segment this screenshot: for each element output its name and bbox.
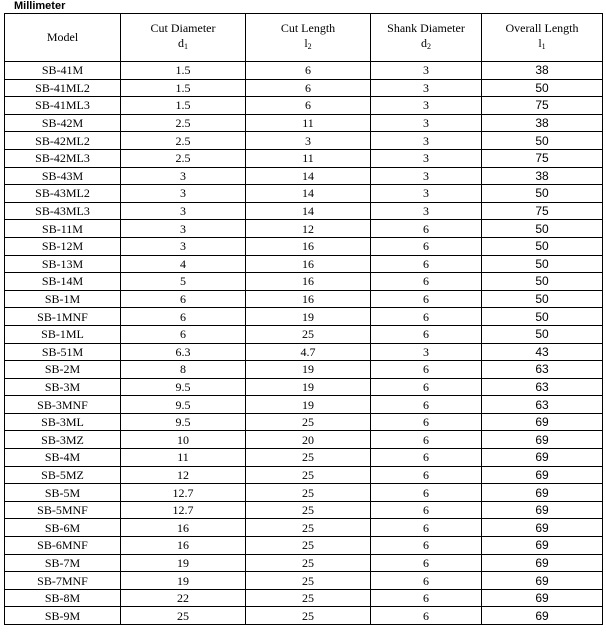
overall-length-cell: 50: [482, 132, 603, 150]
cut-diameter-cell: 9.5: [121, 378, 246, 396]
overall-length-cell: 50: [482, 255, 603, 273]
table-row: [5, 62, 603, 80]
cut-length-cell: 25: [246, 537, 371, 555]
model-cell: SB-5MNF: [5, 501, 121, 519]
shank-diameter-cell: 6: [371, 237, 482, 255]
overall-length-cell: 38: [482, 167, 603, 185]
cut-diameter-cell: 3: [121, 237, 246, 255]
shank-diameter-cell: 3: [371, 132, 482, 150]
overall-length-cell: 63: [482, 396, 603, 414]
header-row: [5, 14, 603, 62]
cut-diameter-cell: 12.7: [121, 501, 246, 519]
shank-diameter-cell: 6: [371, 501, 482, 519]
cut-length-cell: 14: [246, 167, 371, 185]
cut-diameter-cell: 3: [121, 185, 246, 203]
cut-length-cell: 12: [246, 220, 371, 238]
cut-diameter-cell: 22: [121, 589, 246, 607]
model-cell: SB-8M: [5, 589, 121, 607]
cut-diameter-cell: 2.5: [121, 132, 246, 150]
cut-diameter-cell: 19: [121, 572, 246, 590]
table-body: [5, 62, 603, 625]
table-row: [5, 378, 603, 396]
cut-length-cell: 19: [246, 378, 371, 396]
shank-diameter-cell: 6: [371, 220, 482, 238]
cut-diameter-cell: 6.3: [121, 343, 246, 361]
overall-length-cell: 43: [482, 343, 603, 361]
table-row: [5, 554, 603, 572]
shank-diameter-cell: 6: [371, 449, 482, 467]
model-cell: SB-3M: [5, 378, 121, 396]
table-row: [5, 308, 603, 326]
overall-length-cell: 69: [482, 466, 603, 484]
shank-diameter-cell: 6: [371, 325, 482, 343]
cut-diameter-cell: 8: [121, 361, 246, 379]
shank-diameter-cell: 3: [371, 97, 482, 115]
cut-length-cell: 25: [246, 572, 371, 590]
cut-diameter-cell: 5: [121, 273, 246, 291]
cut-length-cell: 25: [246, 449, 371, 467]
cut-length-cell: 25: [246, 466, 371, 484]
shank-diameter-cell: 6: [371, 396, 482, 414]
table-row: [5, 431, 603, 449]
header-symbol-subscript: 1: [184, 42, 188, 51]
cut-diameter-cell: 2.5: [121, 114, 246, 132]
header-symbol-subscript: 2: [427, 42, 431, 51]
header-symbol-subscript: 1: [541, 42, 546, 51]
model-cell: SB-41ML3: [5, 97, 121, 115]
cut-diameter-cell: 6: [121, 325, 246, 343]
table-row: [5, 290, 603, 308]
cut-length-cell: 25: [246, 554, 371, 572]
model-cell: SB-1ML: [5, 325, 121, 343]
model-cell: SB-6M: [5, 519, 121, 537]
shank-diameter-cell: 3: [371, 62, 482, 80]
shank-diameter-cell: 6: [371, 273, 482, 291]
cut-length-cell: 4.7: [246, 343, 371, 361]
table-row: [5, 466, 603, 484]
shank-diameter-cell: 6: [371, 589, 482, 607]
cut-length-cell: 14: [246, 202, 371, 220]
shank-diameter-cell: 6: [371, 519, 482, 537]
model-cell: SB-7M: [5, 554, 121, 572]
table-row: [5, 325, 603, 343]
table-row: [5, 185, 603, 203]
model-cell: SB-51M: [5, 343, 121, 361]
table-row: [5, 149, 603, 167]
cut-length-cell: 16: [246, 273, 371, 291]
cut-diameter-cell: 25: [121, 607, 246, 625]
table-caption: Millimeter: [14, 0, 66, 12]
overall-length-cell: 69: [482, 501, 603, 519]
cut-length-cell: 14: [246, 185, 371, 203]
header-symbol: d: [178, 36, 184, 50]
shank-diameter-cell: 6: [371, 607, 482, 625]
model-cell: SB-43ML2: [5, 185, 121, 203]
model-cell: SB-42ML3: [5, 149, 121, 167]
model-cell: SB-7MNF: [5, 572, 121, 590]
shank-diameter-cell: 3: [371, 114, 482, 132]
overall-length-cell: 50: [482, 79, 603, 97]
cut-diameter-cell: 9.5: [121, 396, 246, 414]
overall-length-cell: 69: [482, 484, 603, 502]
shank-diameter-cell: 6: [371, 361, 482, 379]
cut-length-cell: 19: [246, 308, 371, 326]
overall-length-cell: 75: [482, 202, 603, 220]
cut-length-cell: 19: [246, 361, 371, 379]
overall-length-cell: 69: [482, 589, 603, 607]
cut-length-cell: 16: [246, 237, 371, 255]
cut-length-cell: 20: [246, 431, 371, 449]
shank-diameter-cell: 6: [371, 290, 482, 308]
table-row: [5, 114, 603, 132]
model-cell: SB-41M: [5, 62, 121, 80]
model-cell: SB-6MNF: [5, 537, 121, 555]
overall-length-cell: 69: [482, 413, 603, 431]
cut-length-cell: 25: [246, 589, 371, 607]
shank-diameter-cell: 3: [371, 185, 482, 203]
overall-length-cell: 75: [482, 97, 603, 115]
cut-diameter-cell: 1.5: [121, 79, 246, 97]
cut-diameter-cell: 6: [121, 290, 246, 308]
table-row: [5, 537, 603, 555]
model-cell: SB-5M: [5, 484, 121, 502]
header-symbol: l: [304, 36, 308, 50]
cut-diameter-cell: 19: [121, 554, 246, 572]
cut-length-cell: 6: [246, 97, 371, 115]
model-cell: SB-3MZ: [5, 431, 121, 449]
header-shank-diameter: [371, 14, 482, 62]
model-cell: SB-42ML2: [5, 132, 121, 150]
overall-length-cell: 69: [482, 431, 603, 449]
overall-length-cell: 50: [482, 237, 603, 255]
overall-length-cell: 50: [482, 308, 603, 326]
shank-diameter-cell: 6: [371, 466, 482, 484]
cut-length-cell: 19: [246, 396, 371, 414]
table-row: [5, 519, 603, 537]
overall-length-cell: 50: [482, 220, 603, 238]
model-cell: SB-41ML2: [5, 79, 121, 97]
cut-length-cell: 25: [246, 607, 371, 625]
table-row: [5, 255, 603, 273]
model-cell: SB-11M: [5, 220, 121, 238]
model-cell: SB-4M: [5, 449, 121, 467]
overall-length-cell: 63: [482, 378, 603, 396]
model-cell: SB-43M: [5, 167, 121, 185]
cut-length-cell: 25: [246, 325, 371, 343]
cut-length-cell: 3: [246, 132, 371, 150]
header-label: Cut Diameter: [150, 21, 216, 35]
cut-length-cell: 6: [246, 62, 371, 80]
cut-diameter-cell: 6: [121, 308, 246, 326]
cut-diameter-cell: 3: [121, 167, 246, 185]
cut-length-cell: 16: [246, 255, 371, 273]
model-cell: SB-1MNF: [5, 308, 121, 326]
header-model: [5, 14, 121, 62]
shank-diameter-cell: 6: [371, 413, 482, 431]
overall-length-cell: 50: [482, 325, 603, 343]
model-cell: SB-42M: [5, 114, 121, 132]
table-row: [5, 361, 603, 379]
header-label: Cut Length: [280, 21, 336, 35]
cut-diameter-cell: 12: [121, 466, 246, 484]
cut-length-cell: 16: [246, 290, 371, 308]
cut-diameter-cell: 9.5: [121, 413, 246, 431]
overall-length-cell: 38: [482, 114, 603, 132]
shank-diameter-cell: 6: [371, 308, 482, 326]
table-row: [5, 413, 603, 431]
overall-length-cell: 50: [482, 273, 603, 291]
table-row: [5, 484, 603, 502]
cut-length-cell: 25: [246, 484, 371, 502]
header-symbol: l: [538, 36, 542, 50]
table-row: [5, 97, 603, 115]
table-row: [5, 220, 603, 238]
table-row: [5, 202, 603, 220]
shank-diameter-cell: 6: [371, 537, 482, 555]
table-row: [5, 396, 603, 414]
overall-length-cell: 69: [482, 519, 603, 537]
shank-diameter-cell: 6: [371, 484, 482, 502]
table-row: [5, 589, 603, 607]
shank-diameter-cell: 3: [371, 202, 482, 220]
shank-diameter-cell: 6: [371, 554, 482, 572]
overall-length-cell: 69: [482, 572, 603, 590]
model-cell: SB-3MNF: [5, 396, 121, 414]
model-cell: SB-1M: [5, 290, 121, 308]
shank-diameter-cell: 3: [371, 343, 482, 361]
header-cut-length: [246, 14, 371, 62]
overall-length-cell: 69: [482, 537, 603, 555]
model-cell: SB-5MZ: [5, 466, 121, 484]
header-overall-length: [482, 14, 603, 62]
shank-diameter-cell: 3: [371, 79, 482, 97]
cut-diameter-cell: 1.5: [121, 97, 246, 115]
cut-length-cell: 11: [246, 114, 371, 132]
cut-diameter-cell: 2.5: [121, 149, 246, 167]
specification-table: [4, 13, 603, 625]
cut-length-cell: 25: [246, 501, 371, 519]
model-cell: SB-2M: [5, 361, 121, 379]
cut-diameter-cell: 1.5: [121, 62, 246, 80]
table-row: [5, 607, 603, 625]
cut-diameter-cell: 10: [121, 431, 246, 449]
overall-length-cell: 63: [482, 361, 603, 379]
cut-length-cell: 6: [246, 79, 371, 97]
overall-length-cell: 50: [482, 290, 603, 308]
overall-length-cell: 75: [482, 149, 603, 167]
table-row: [5, 79, 603, 97]
overall-length-cell: 69: [482, 607, 603, 625]
table-row: [5, 449, 603, 467]
cut-diameter-cell: 3: [121, 202, 246, 220]
model-cell: SB-13M: [5, 255, 121, 273]
header-label: Overall Length: [505, 21, 579, 35]
shank-diameter-cell: 6: [371, 572, 482, 590]
overall-length-cell: 38: [482, 62, 603, 80]
header-symbol: d: [421, 36, 427, 50]
cut-diameter-cell: 4: [121, 255, 246, 273]
header-label: Shank Diameter: [387, 21, 465, 35]
table-row: [5, 132, 603, 150]
shank-diameter-cell: 6: [371, 431, 482, 449]
cut-diameter-cell: 12.7: [121, 484, 246, 502]
shank-diameter-cell: 3: [371, 149, 482, 167]
table-row: [5, 273, 603, 291]
table-row: [5, 167, 603, 185]
header-cut-diameter: [121, 14, 246, 62]
table-row: [5, 237, 603, 255]
cut-diameter-cell: 16: [121, 537, 246, 555]
overall-length-cell: 69: [482, 554, 603, 572]
model-cell: SB-43ML3: [5, 202, 121, 220]
cut-length-cell: 25: [246, 413, 371, 431]
table-row: [5, 501, 603, 519]
overall-length-cell: 69: [482, 449, 603, 467]
cut-length-cell: 11: [246, 149, 371, 167]
header-label: Model: [46, 30, 79, 44]
overall-length-cell: 50: [482, 185, 603, 203]
model-cell: SB-14M: [5, 273, 121, 291]
table-row: [5, 572, 603, 590]
shank-diameter-cell: 6: [371, 255, 482, 273]
cut-diameter-cell: 11: [121, 449, 246, 467]
shank-diameter-cell: 3: [371, 167, 482, 185]
model-cell: SB-9M: [5, 607, 121, 625]
header-symbol-subscript: 2: [307, 42, 312, 51]
cut-diameter-cell: 3: [121, 220, 246, 238]
model-cell: SB-12M: [5, 237, 121, 255]
table-row: [5, 343, 603, 361]
cut-diameter-cell: 16: [121, 519, 246, 537]
shank-diameter-cell: 6: [371, 378, 482, 396]
model-cell: SB-3ML: [5, 413, 121, 431]
cut-length-cell: 25: [246, 519, 371, 537]
